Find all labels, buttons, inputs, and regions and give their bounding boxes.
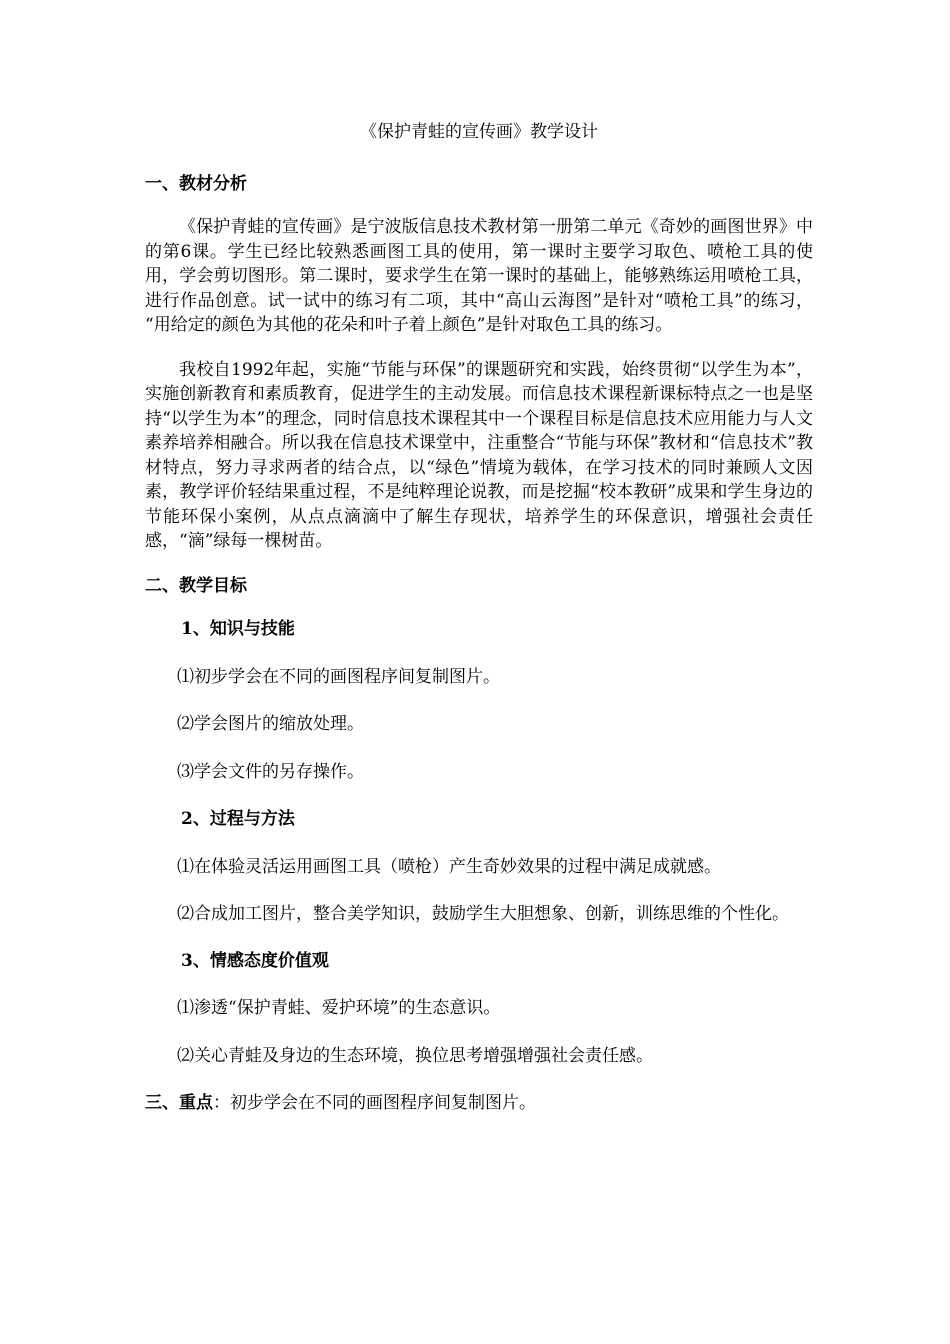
key-point-text: 初步学会在不同的画图程序间复制图片。 bbox=[230, 1093, 536, 1113]
key-point-separator: ： bbox=[213, 1093, 230, 1113]
key-point-line bbox=[145, 1091, 813, 1116]
paragraph-analysis-2: 我校自1992年起，实施“节能与环保”的课题研究和实践，始终贯彻“以学生为本”，实施创新教育和素质教育，促进学生的主动发展。而信息技术课程新课标特点之一也是坚持“以学生为本”的理念，同时信息技术课程其中一个课程目标是信息技术应用能力与人文素养培养相融合。所以我在信息技术课堂中，注重整合“节能与环保”教材和“信息技术”教材特点，努力寻求两者的结合点，以“绿色”情境为载体，在学习技术的同时兼顾人文因素，教学评价轻结果重过程，不是纯粹理论说教，而是挖掘“校本教研”成果和学生身边的节能环保小案例，从点点滴滴中了解生存现状，培养学生的环保意识，增强社会责任感，“滴”绿每一棵树苗。 bbox=[145, 359, 813, 551]
document-page bbox=[145, 120, 813, 1116]
section-heading-objectives: 二、教学目标 bbox=[145, 575, 247, 596]
document-title: 《保护青蛙的宣传画》教学设计 bbox=[360, 122, 598, 142]
subheading-process-methods: 2、过程与方法 bbox=[181, 809, 295, 829]
key-point-label: 三、重点 bbox=[145, 1093, 213, 1113]
objective-item: ⑵合成加工图片，整合美学知识，鼓励学生大胆想象、创新，训练思维的个性化。 bbox=[177, 904, 789, 924]
objective-item: ⑴渗透“保护青蛙、爱护环境”的生态意识。 bbox=[177, 998, 501, 1018]
section-heading-analysis: 一、教材分析 bbox=[145, 173, 247, 194]
subheading-knowledge-skills: 1、知识与技能 bbox=[181, 619, 295, 639]
subheading-emotion-values: 3、情感态度价值观 bbox=[181, 950, 329, 971]
objective-item: ⑶学会文件的另存操作。 bbox=[177, 761, 364, 782]
objective-item: ⑴在体验灵活运用画图工具（喷枪）产生奇妙效果的过程中满足成就感。 bbox=[177, 856, 721, 877]
objective-item: ⑴初步学会在不同的画图程序间复制图片。 bbox=[177, 666, 500, 687]
objective-item: ⑵学会图片的缩放处理。 bbox=[177, 714, 364, 734]
paragraph-analysis-1: 《保护青蛙的宣传画》是宁波版信息技术教材第一册第二单元《奇妙的画图世界》中的第6课。学生已经比较熟悉画图工具的使用，第一课时主要学习取色、喷枪工具的使用，学会剪切图形。第二课时，要求学生在第一课时的基础上，能够熟练运用喷枪工具，进行作品创意。试一试中的练习有二项，其中“高山云海图”是针对“喷枪工具”的练习， “用给定的颜色为其他的花朵和叶子着上颜色”是针对取色工具的练习。 bbox=[145, 217, 813, 335]
objective-item: ⑵关心青蛙及身边的生态环境，换位思考增强增强社会责任感。 bbox=[177, 1045, 653, 1066]
